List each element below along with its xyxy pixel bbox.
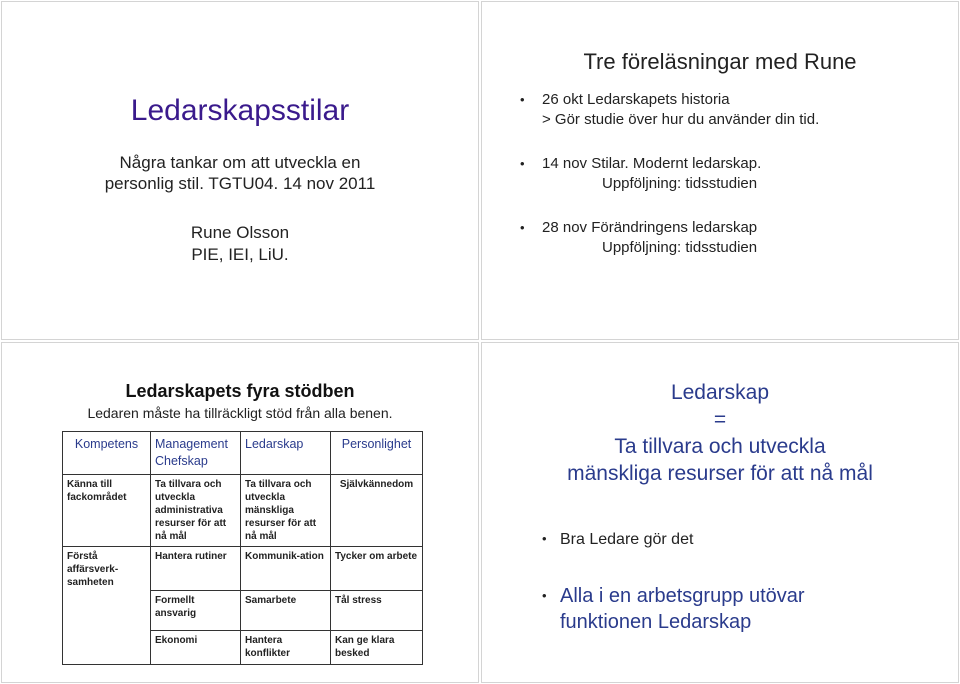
author-name: Rune Olsson — [190, 223, 290, 242]
slide-3-title: Ledarskapets fyra stödben — [125, 381, 355, 401]
item-line-1: 28 nov Förändringens ledarskap — [542, 219, 758, 236]
slide-1-subtitle — [2, 152, 478, 194]
table-row — [63, 475, 423, 547]
item-line-2: Uppföljning: tidsstudien — [602, 239, 758, 256]
slide-2 — [481, 1, 959, 340]
table-cell: Hantera rutiner — [151, 547, 241, 591]
title-line-1: Ledarskap — [670, 381, 770, 404]
slide-1-author — [2, 222, 478, 266]
table-cell: Självkännedom — [331, 475, 423, 547]
list-item — [520, 218, 940, 258]
bullet-icon: • — [542, 531, 547, 546]
list-item — [520, 154, 940, 194]
list-item — [520, 90, 940, 130]
title-line-2: = — [713, 408, 727, 431]
bullet-text-line-2: funktionen Ledarskap — [560, 611, 752, 633]
table-cell: Ta tillvara och utveckla administrativa resurser för att nå mål — [151, 475, 241, 547]
subtitle-line-2: personlig stil. TGTU04. 14 nov 2011 — [104, 174, 376, 193]
table-cell: Tycker om arbete — [331, 547, 423, 591]
slide-3 — [1, 342, 479, 683]
title-line-3: Ta tillvara och utveckla — [614, 435, 826, 458]
item-line-2: > Gör studie över hur du använder din tid. — [542, 111, 820, 128]
item-line-2: Uppföljning: tidsstudien — [602, 175, 758, 192]
header-chefskap-label: Chefskap — [155, 454, 208, 468]
table-header-row — [63, 432, 423, 475]
bullet-icon: • — [520, 156, 525, 171]
bullet-icon: • — [520, 220, 525, 235]
header-management — [151, 432, 241, 475]
list-item — [542, 583, 805, 635]
table-cell: Känna till fackområdet — [63, 475, 151, 547]
bullet-text: Bra Ledare gör det — [560, 531, 694, 548]
slide-1 — [1, 1, 479, 340]
header-kompetens: Kompetens — [63, 432, 151, 475]
table-cell: Hantera konflikter — [241, 631, 331, 665]
slide-3-subtitle: Ledaren måste ha tillräckligt stöd från alla benen. — [87, 405, 393, 421]
bullet-icon: • — [520, 92, 525, 107]
table-cell: Förstå affärsverk-samheten — [63, 547, 151, 665]
header-personlighet: Personlighet — [331, 432, 423, 475]
lecture-list — [520, 90, 940, 282]
table-cell: Ta tillvara och utveckla mänskliga resurser för att nå mål — [241, 475, 331, 547]
author-affiliation: PIE, IEI, LiU. — [191, 245, 289, 264]
table-cell: Tål stress — [331, 591, 423, 631]
table-cell: Kan ge klara besked — [331, 631, 423, 665]
table-cell: Samarbete — [241, 591, 331, 631]
table-cell: Formellt ansvarig — [151, 591, 241, 631]
item-line-1: 14 nov Stilar. Modernt ledarskap. — [542, 155, 762, 172]
title-line-4: mänskliga resurser för att nå mål — [567, 462, 873, 485]
bullet-icon: • — [542, 588, 547, 603]
slide-4 — [481, 342, 959, 683]
table-cell: Ekonomi — [151, 631, 241, 665]
header-management-label: Management — [155, 437, 228, 451]
subtitle-line-1: Några tankar om att utveckla en — [119, 153, 361, 172]
slide-1-title: Ledarskapsstilar — [130, 94, 350, 127]
list-item — [542, 531, 693, 549]
bullet-text-line-1: Alla i en arbetsgrupp utövar — [560, 585, 805, 607]
item-line-1: 26 okt Ledarskapets historia — [542, 91, 730, 108]
table-cell: Kommunik-ation — [241, 547, 331, 591]
slide-2-title: Tre föreläsningar med Rune — [583, 49, 857, 74]
table-row — [63, 547, 423, 591]
support-table — [62, 431, 423, 665]
header-ledarskap: Ledarskap — [241, 432, 331, 475]
slide-4-title — [482, 379, 958, 487]
